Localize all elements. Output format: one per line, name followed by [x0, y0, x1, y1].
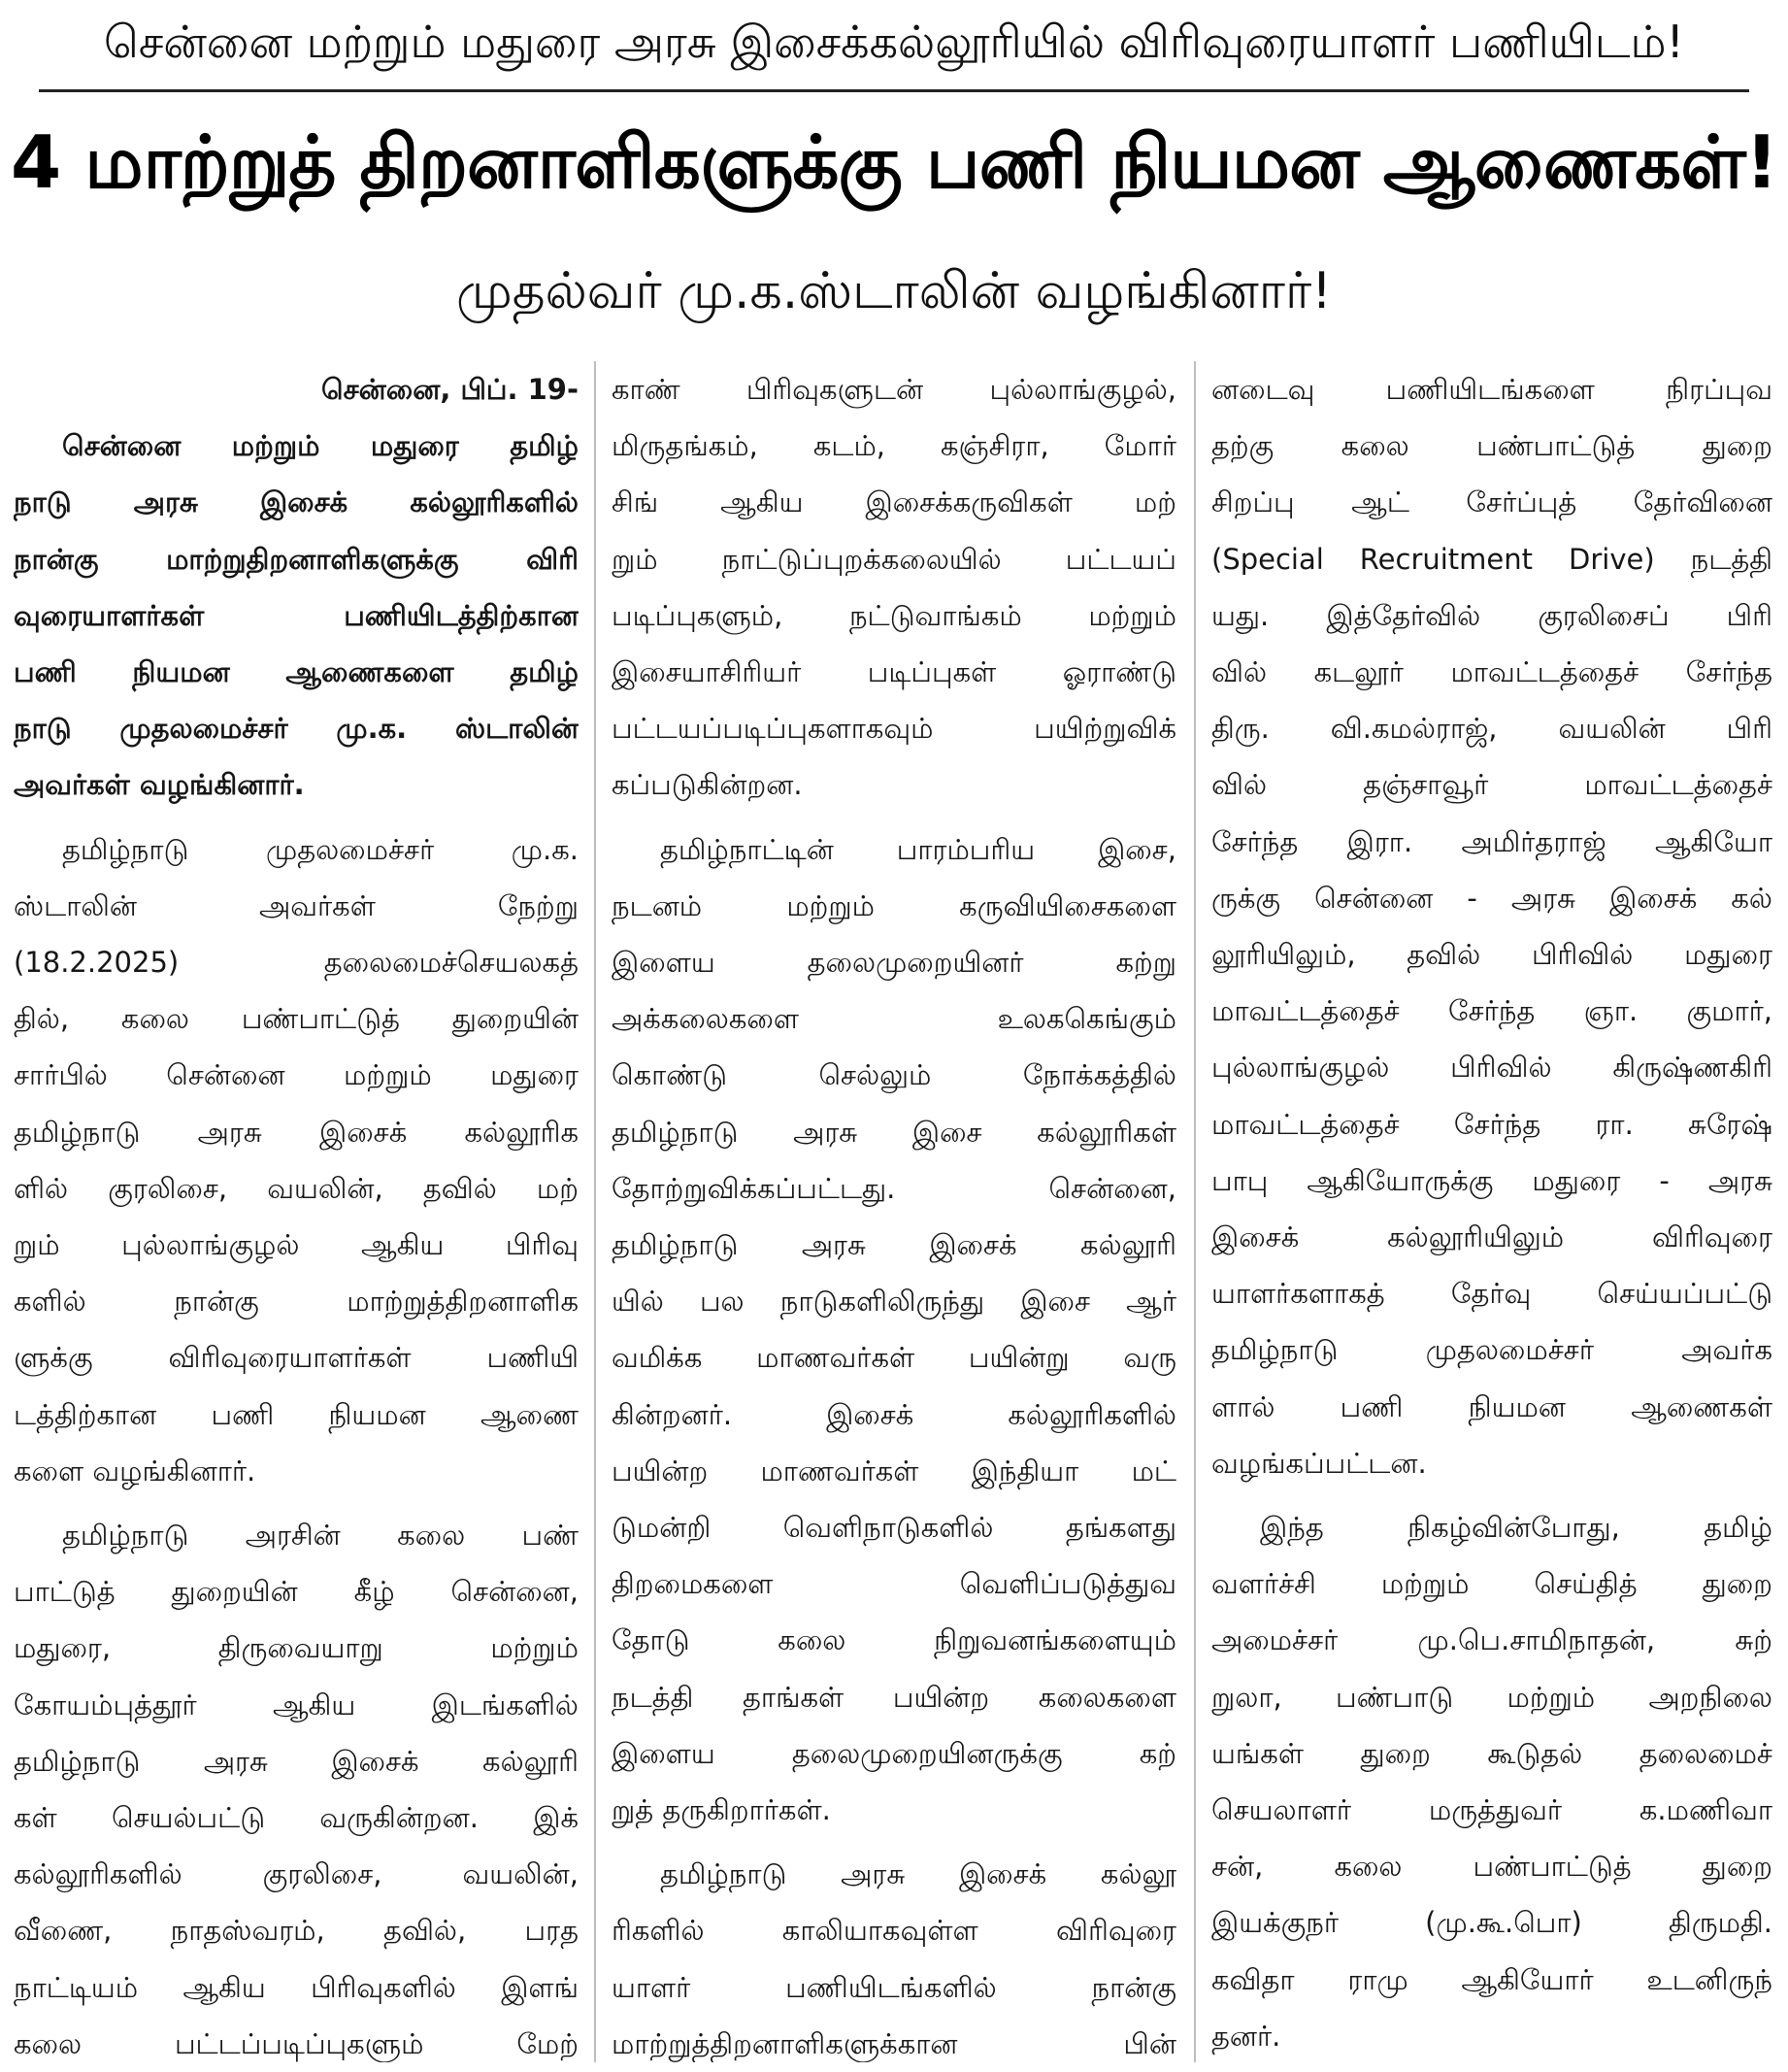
text-line: தில், கலை பண்பாட்டுத் துறையின்: [14, 1002, 579, 1036]
text-line: திறமைகளை வெளிப்படுத்துவ: [612, 1567, 1176, 1601]
lead-paragraph: [14, 418, 579, 813]
text-line: தமிழ்நாடு அரசு இசைக் கல்லூரி: [612, 1228, 1176, 1262]
kicker-headline: சென்னை மற்றும் மதுரை அரசு இசைக்கல்லூரியில் விரிவுரையாளர் பணியிடம்!: [104, 16, 1684, 68]
text-line: (18.2.2025) தலைமைச்செயலகத்: [14, 946, 579, 980]
body-paragraph: [612, 1846, 1176, 2062]
dateline: சென்னை, பிப். 19-: [321, 373, 579, 406]
paragraph-gap: [14, 814, 579, 821]
text-line: தமிழ்நாடு அரசு இசைக் கல்லூரிக: [14, 1115, 579, 1149]
text-line: தமிழ்நாடு முதலமைச்சர் மு.க.: [62, 832, 579, 866]
text-line: டுமன்றி வெளிநாடுகளில் தங்களது: [612, 1511, 1176, 1545]
text-line: மதுரை, திருவையாறு மற்றும்: [14, 1631, 579, 1665]
column-divider-2: [1194, 361, 1196, 2062]
text-line: கல்லூரிகளில் குரலிசை, வயலின்,: [14, 1857, 579, 1891]
text-line: தமிழ்நாடு அரசு இசைக் கல்லூ: [660, 1857, 1176, 1891]
text-line: தற்கு கலை பண்பாட்டுத் துறை: [1211, 429, 1772, 463]
body-paragraph: [1211, 361, 1772, 1491]
sub-headline: முதல்வர் மு.க.ஸ்டாலின் வழங்கினார்!: [455, 262, 1332, 320]
text-line: இளைய தலைமுறையினர் கற்று: [612, 946, 1176, 980]
text-line: கள் செயல்பட்டு வருகின்றன. இக்: [14, 1801, 579, 1835]
lead-line: சென்னை மற்றும் மதுரை தமிழ்: [62, 429, 579, 463]
text-line: சேர்ந்த இரா. அமிர்தராஜ் ஆகியோ: [1211, 824, 1772, 858]
text-line: தமிழ்நாடு அரசு இசைக் கல்லூரி: [14, 1744, 579, 1778]
text-line: சிறப்பு ஆட் சேர்ப்புத் தேர்வினை: [1211, 485, 1772, 519]
text-line: செயலாளர் மருத்துவர் க.மணிவா: [1211, 1793, 1772, 1827]
text-line: இசைக் கல்லூரியிலும் விரிவுரை: [1211, 1220, 1772, 1254]
text-line: சன், கலை பண்பாட்டுத் துறை: [1211, 1850, 1772, 1884]
text-line: கவிதா ராமு ஆகியோர் உடனிருந்: [1211, 1962, 1772, 1996]
text-line: படிப்புகளும், நட்டுவாங்கம் மற்றும்: [612, 598, 1176, 632]
text-line: களை வழங்கினார்.: [14, 1454, 256, 1487]
lead-line: அவர்கள் வழங்கினார்.: [14, 768, 305, 802]
text-line: பட்டயப்படிப்புகளாகவும் பயிற்றுவிக்: [612, 712, 1176, 746]
text-line: மாற்றுத்திறனாளிகளுக்கான பின்: [612, 2026, 1176, 2060]
text-line: தோடு கலை நிறுவனங்களையும்: [612, 1623, 1176, 1657]
text-line: ளுக்கு விரிவுரையாளர்கள் பணியி: [14, 1341, 579, 1375]
text-line: நாட்டியம் ஆகிய பிரிவுகளில் இளங்: [14, 1970, 579, 2004]
text-line: சார்பில் சென்னை மற்றும் மதுரை: [14, 1058, 579, 1092]
text-line: வமிக்க மாணவர்கள் பயின்று வரு: [612, 1341, 1176, 1375]
text-line: சிங் ஆகிய இசைக்கருவிகள் மற்: [612, 485, 1176, 519]
text-line: தமிழ்நாடு முதலமைச்சர் அவர்க: [1211, 1333, 1772, 1367]
text-line: தமிழ்நாடு அரசு இசை கல்லூரிகள்: [612, 1115, 1176, 1149]
lead-line: பணி நியமன ஆணைகளை தமிழ்: [14, 655, 579, 689]
article-column-3: [1211, 361, 1772, 2062]
paragraph-gap: [1211, 1491, 1772, 1499]
text-line: தோற்றுவிக்கப்பட்டது. சென்னை,: [612, 1171, 1176, 1205]
text-line: வீணை, நாதஸ்வரம், தவில், பரத: [14, 1914, 579, 1948]
lead-line: நாடு அரசு இசைக் கல்லூரிகளில்: [14, 485, 579, 519]
text-line: றும் புல்லாங்குழல் ஆகிய பிரிவு: [14, 1228, 579, 1262]
text-line: (Special Recruitment Drive) நடத்தி: [1211, 542, 1772, 576]
text-line: பயின்ற மாணவர்கள் இந்தியா மட்: [612, 1454, 1176, 1487]
text-line: அமைச்சர் மு.பெ.சாமிநாதன், சுற்: [1211, 1623, 1772, 1657]
text-line: ருக்கு சென்னை - அரசு இசைக் கல்: [1211, 881, 1772, 915]
text-line: றுலா, பண்பாடு மற்றும் அறநிலை: [1211, 1680, 1772, 1714]
text-line: இசையாசிரியர் படிப்புகள் ஓராண்டு: [612, 655, 1176, 689]
text-line: இந்த நிகழ்வின்போது, தமிழ்: [1260, 1511, 1772, 1545]
text-line: மிருதங்கம், கடம், கஞ்சிரா, மோர்: [612, 429, 1176, 463]
body-paragraph: [612, 821, 1176, 1839]
text-line: கலை பட்டப்படிப்புகளும் மேற்: [14, 2026, 579, 2060]
text-line: மாவட்டத்தைச் சேர்ந்த ஞா. குமார்,: [1211, 994, 1772, 1028]
text-line: ரிகளில் காலியாகவுள்ள விரிவுரை: [612, 1914, 1176, 1948]
text-line: லூரியிலும், தவில் பிரிவில் மதுரை: [1211, 938, 1772, 972]
text-line: யாளர்களாகத் தேர்வு செய்யப்பட்டு: [1211, 1277, 1772, 1311]
text-line: ளால் பணி நியமன ஆணைகள்: [1211, 1389, 1772, 1423]
text-line: வழங்கப்பட்டன.: [1211, 1446, 1427, 1480]
text-line: னடைவு பணியிடங்களை நிரப்புவ: [1211, 373, 1772, 406]
text-line: தமிழ்நாட்டின் பாரம்பரிய இசை,: [660, 832, 1176, 866]
text-line: இளைய தலைமுறையினருக்கு கற்: [612, 1736, 1176, 1770]
paragraph-gap: [14, 1499, 579, 1507]
text-line: றும் நாட்டுப்புறக்கலையில் பட்டயப்: [612, 542, 1176, 576]
text-line: வளர்ச்சி மற்றும் செய்தித் துறை: [1211, 1567, 1772, 1601]
text-line: ளில் குரலிசை, வயலின், தவில் மற்: [14, 1171, 579, 1205]
paragraph-gap: [612, 814, 1176, 821]
text-line: பாபு ஆகியோருக்கு மதுரை - அரசு: [1211, 1163, 1772, 1197]
body-paragraph: [1211, 1499, 1772, 2062]
text-line: வில் தஞ்சாவூர் மாவட்டத்தைச்: [1211, 768, 1772, 802]
text-line: டத்திற்கான பணி நியமன ஆணை: [14, 1397, 579, 1431]
body-paragraph: [14, 1507, 579, 2062]
text-line: யங்கள் துறை கூடுதல் தலைமைச்: [1211, 1736, 1772, 1770]
text-line: காண் பிரிவுகளுடன் புல்லாங்குழல்,: [612, 373, 1176, 406]
text-line: புல்லாங்குழல் பிரிவில் கிருஷ்ணகிரி: [1211, 1051, 1772, 1085]
text-line: தமிழ்நாடு அரசின் கலை பண்: [62, 1519, 579, 1553]
body-paragraph: [14, 821, 579, 1499]
text-line: யாளர் பணியிடங்களில் நான்கு: [612, 1970, 1176, 2004]
header-rule: [39, 89, 1749, 92]
text-line: கோயம்புத்தூர் ஆகிய இடங்களில்: [14, 1688, 579, 1721]
text-line: அக்கலைகளை உலககெங்கும்: [612, 1002, 1176, 1036]
text-line: மாவட்டத்தைச் சேர்ந்த ரா. சுரேஷ்: [1211, 1107, 1772, 1141]
text-line: தனர்.: [1211, 2019, 1281, 2053]
main-headline: 4 மாற்றுத் திறனாளிகளுக்கு பணி நியமன ஆணைகள்!: [10, 119, 1778, 205]
text-line: யில் பல நாடுகளிலிருந்து இசை ஆர்: [612, 1285, 1176, 1319]
lead-line: வுரையாளர்கள் பணியிடத்திற்கான: [14, 598, 579, 632]
text-line: றுத் தருகிறார்கள்.: [612, 1793, 831, 1827]
text-line: பாட்டுத் துறையின் கீழ் சென்னை,: [14, 1575, 579, 1609]
text-line: யது. இத்தேர்வில் குரலிசைப் பிரி: [1211, 598, 1772, 632]
text-line: கொண்டு செல்லும் நோக்கத்தில்: [612, 1058, 1176, 1092]
text-line: இயக்குநர் (மு.கூ.பொ) திருமதி.: [1211, 1906, 1772, 1940]
paragraph-gap: [612, 1838, 1176, 1846]
body-paragraph: [612, 361, 1176, 814]
text-line: ஸ்டாலின் அவர்கள் நேற்று: [14, 888, 579, 922]
article-column-2: [612, 361, 1176, 2062]
text-line: திரு. வி.கமல்ராஜ், வயலின் பிரி: [1211, 712, 1772, 746]
article-column-1: [14, 361, 579, 2062]
text-line: நடத்தி தாங்கள் பயின்ற கலைகளை: [612, 1680, 1176, 1714]
text-line: களில் நான்கு மாற்றுத்திறனாளிக: [14, 1285, 579, 1319]
lead-line: நாடு முதலமைச்சர் மு.க. ஸ்டாலின்: [14, 712, 579, 746]
text-line: கின்றனர். இசைக் கல்லூரிகளில்: [612, 1397, 1176, 1431]
text-line: நடனம் மற்றும் கருவியிசைகளை: [612, 888, 1176, 922]
column-divider-1: [594, 361, 596, 2062]
text-line: வில் கடலூர் மாவட்டத்தைச் சேர்ந்த: [1211, 655, 1772, 689]
text-line: கப்படுகின்றன.: [612, 768, 803, 802]
lead-line: நான்கு மாற்றுதிறனாளிகளுக்கு விரி: [14, 542, 579, 576]
